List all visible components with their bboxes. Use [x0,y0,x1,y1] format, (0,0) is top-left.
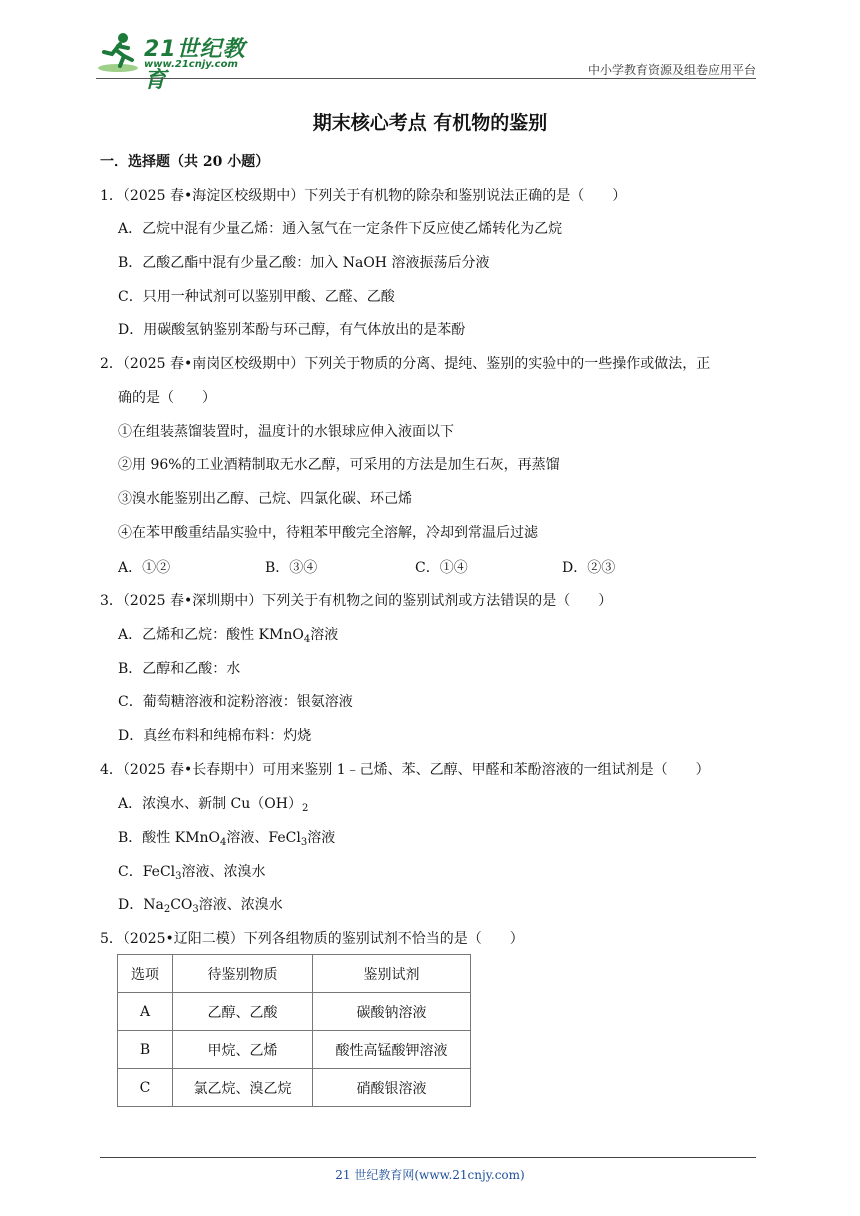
table-row [118,1069,471,1107]
question-4-option-a [118,794,308,814]
question-5-stem: 5．（2025•辽阳二模）下列各组物质的鉴别试剂不恰当的是（ ） [100,931,524,947]
table-cell: A [118,993,173,1031]
question-4-option-c [118,862,266,882]
logo-text: 21世纪教育 [144,37,246,93]
question-2-options [118,557,658,577]
table-cell: 碳酸钠溶液 [313,993,471,1031]
q4b-text-3: 溶液 [307,830,336,846]
q4a-sub: 2 [301,803,309,814]
table-cell: 氯乙烷、溴乙烷 [173,1069,313,1107]
question-3-option-a [118,625,338,645]
question-2-statement-4: ④在苯甲酸重结晶实验中，待粗苯甲酸完全溶解，冷却到常温后过滤 [118,525,538,541]
question-2-statement-2: ②用 96%的工业酒精制取无水乙醇，可采用的方法是加生石灰，再蒸馏 [118,457,560,473]
table-header-cell: 待鉴别物质 [173,955,313,993]
question-2-statement-1: ①在组装蒸馏装置时，温度计的水银球应伸入液面以下 [118,424,454,440]
q4a-text: A．浓溴水、新制 Cu（OH） [118,796,302,812]
q4d-sub-1: 2 [163,904,171,915]
question-4-option-b [118,828,335,848]
question-5-table [117,954,471,1107]
question-2-option-b: B．③④ [265,560,318,576]
question-2-option-a: A．①② [118,560,171,576]
question-2-stem: 2．（2025 春•南岗区校级期中）下列关于物质的分离、提纯、鉴别的实验中的一些操作或做法，正 [100,356,711,372]
q4d-text-3: 溶液、浓溴水 [198,897,283,913]
q4c-text-1: C．FeCl [118,864,176,880]
question-4-option-d [118,895,283,915]
site-logo[interactable] [96,28,266,93]
table-cell: C [118,1069,173,1107]
section-heading: 一．选择题（共 20 小题） [100,154,270,170]
q4b-sub-1: 4 [220,837,227,848]
header-divider [96,78,756,79]
runner-logo-icon [96,30,140,74]
table-header-row [118,955,471,993]
table-cell: 乙醇、乙酸 [173,993,313,1031]
logo-url: www.21cnjy.com [144,59,238,70]
question-2-statement-3: ③溴水能鉴别出乙醇、己烷、四氯化碳、环己烯 [118,491,412,507]
table-row [118,1031,471,1069]
header-platform-name: 中小学教育资源及组卷应用平台 [587,63,756,77]
question-2-stem-cont: 确的是（ ） [118,390,216,406]
q3a-text-1: A．乙烯和乙烷：酸性 KMnO [118,627,304,643]
table-row [118,993,471,1031]
q3a-text-2: 溶液 [310,627,339,643]
q3a-sub: 4 [303,634,311,645]
table-header-cell: 鉴别试剂 [313,955,471,993]
q4c-sub: 3 [175,871,182,882]
q4d-text-2: CO [170,897,193,913]
question-2-option-c: C．①④ [415,560,468,576]
footer-divider [100,1157,756,1158]
q4c-text-2: 溶液、浓溴水 [181,864,266,880]
question-3-stem: 3．（2025 春•深圳期中）下列关于有机物之间的鉴别试剂或方法错误的是（ ） [100,593,613,609]
question-1-stem: 1．（2025 春•海淀区校级期中）下列关于有机物的除杂和鉴别说法正确的是（ ） [100,188,627,204]
q4b-text-2: 溶液、FeCl [226,830,301,846]
question-1-option-a: A．乙烷中混有少量乙烯：通入氢气在一定条件下反应使乙烯转化为乙烷 [118,221,563,237]
page-title: 期末核心考点 有机物的鉴别 [312,112,548,134]
question-2-option-d: D．②③ [562,560,616,576]
table-cell: 酸性高锰酸钾溶液 [313,1031,471,1069]
question-3-option-d: D．真丝布料和纯棉布料：灼烧 [118,728,312,744]
table-cell: 硝酸银溶液 [313,1069,471,1107]
question-3-option-b: B．乙醇和乙酸：水 [118,661,241,677]
q4d-sub-2: 3 [192,904,199,915]
table-header-cell: 选项 [118,955,173,993]
question-4-stem: 4．（2025 春•长春期中）可用来鉴别 1﹣己烯、苯、乙醇、甲醛和苯酚溶液的一组试剂是（ ） [100,762,710,778]
q4d-text-1: D．Na [118,897,164,913]
table-cell: B [118,1031,173,1069]
q4b-text-1: B．酸性 KMnO [118,830,221,846]
question-1-option-d: D．用碳酸氢钠鉴别苯酚与环己醇，有气体放出的是苯酚 [118,322,466,338]
page-header [96,28,756,93]
table-cell: 甲烷、乙烯 [173,1031,313,1069]
question-3-option-c: C．葡萄糖溶液和淀粉溶液：银氨溶液 [118,694,353,710]
question-1-option-b: B．乙酸乙酯中混有少量乙酸：加入 NaOH 溶液振荡后分液 [118,255,490,271]
footer-link[interactable]: 21 世纪教育网(www.21cnjy.com) [335,1168,525,1182]
question-1-option-c: C．只用一种试剂可以鉴别甲酸、乙醛、乙酸 [118,289,395,305]
q4b-sub-2: 3 [300,837,308,848]
